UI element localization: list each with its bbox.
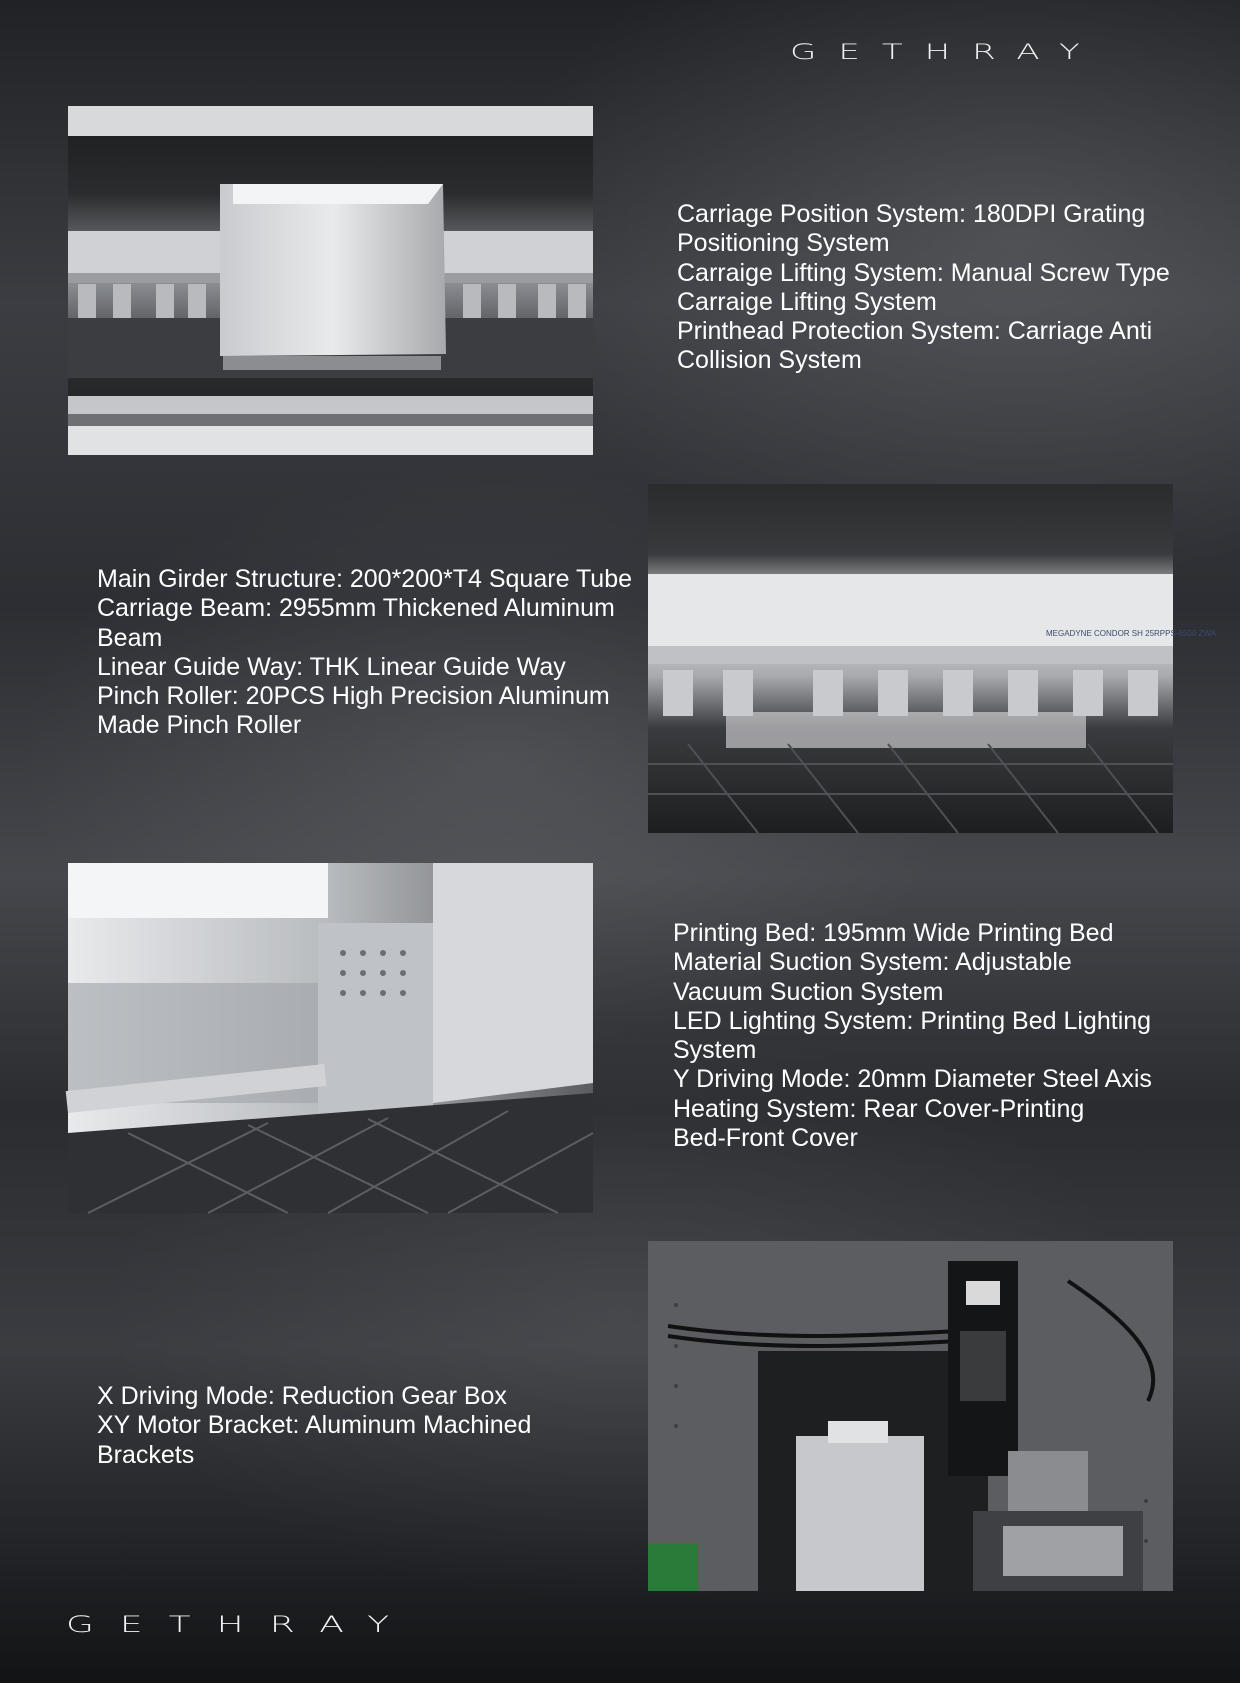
spec-line: Made Pinch Roller: [97, 711, 302, 740]
spec-line: Carraige Lifting System: [677, 287, 937, 316]
spec-line: Carriage Position System: 180DPI Grating: [677, 200, 1146, 228]
spec-line: Vacuum Suction System: [673, 977, 944, 1006]
brand-logo-top: GETHRAY: [790, 40, 1102, 65]
driving-specs: [97, 1382, 531, 1470]
carriage-photo: [68, 106, 593, 455]
spec-line: X Driving Mode: Reduction Gear Box: [97, 1382, 507, 1410]
brand-logo-bottom: GETHRAY: [66, 1612, 416, 1638]
spec-line: Carraige Lifting System: Manual Screw Type: [677, 258, 1170, 287]
pinch-roller-photo: [648, 484, 1216, 833]
spec-line: Collision System: [677, 346, 862, 375]
motor-bracket-photo: [648, 1241, 1173, 1591]
carriage-specs: [677, 200, 1170, 376]
printing-bed-photo: [68, 863, 593, 1213]
spec-line: Carriage Beam: 2955mm Thickened Aluminum: [97, 594, 615, 623]
spec-line: Bed-Front Cover: [673, 1124, 858, 1153]
spec-line: Main Girder Structure: 200*200*T4 Square Tube: [97, 565, 633, 593]
spec-line: Beam: [97, 623, 163, 652]
girder-specs: [97, 565, 632, 741]
spec-line: Heating System: Rear Cover-Printing: [673, 1094, 1085, 1123]
spec-line: Printhead Protection System: Carriage Anti: [677, 317, 1153, 346]
spec-line: Linear Guide Way: THK Linear Guide Way: [97, 652, 566, 681]
spec-line: XY Motor Bracket: Aluminum Machined: [97, 1411, 532, 1440]
spec-line: Pinch Roller: 20PCS High Precision Aluminum: [97, 682, 610, 711]
spec-line: System: [673, 1036, 757, 1065]
spec-line: Y Driving Mode: 20mm Diameter Steel Axis: [673, 1065, 1152, 1094]
spec-line: Brackets: [97, 1440, 195, 1469]
spec-line: Printing Bed: 195mm Wide Printing Bed: [673, 919, 1114, 947]
spec-line: Material Suction System: Adjustable: [673, 948, 1072, 977]
rail-label: MEGADYNE CONDOR SH 25RPPS-6500 ZWA: [1046, 629, 1216, 638]
spec-line: LED Lighting System: Printing Bed Lighting: [673, 1006, 1152, 1035]
spec-line: Positioning System: [677, 229, 890, 258]
printing-bed-specs: [673, 919, 1152, 1153]
